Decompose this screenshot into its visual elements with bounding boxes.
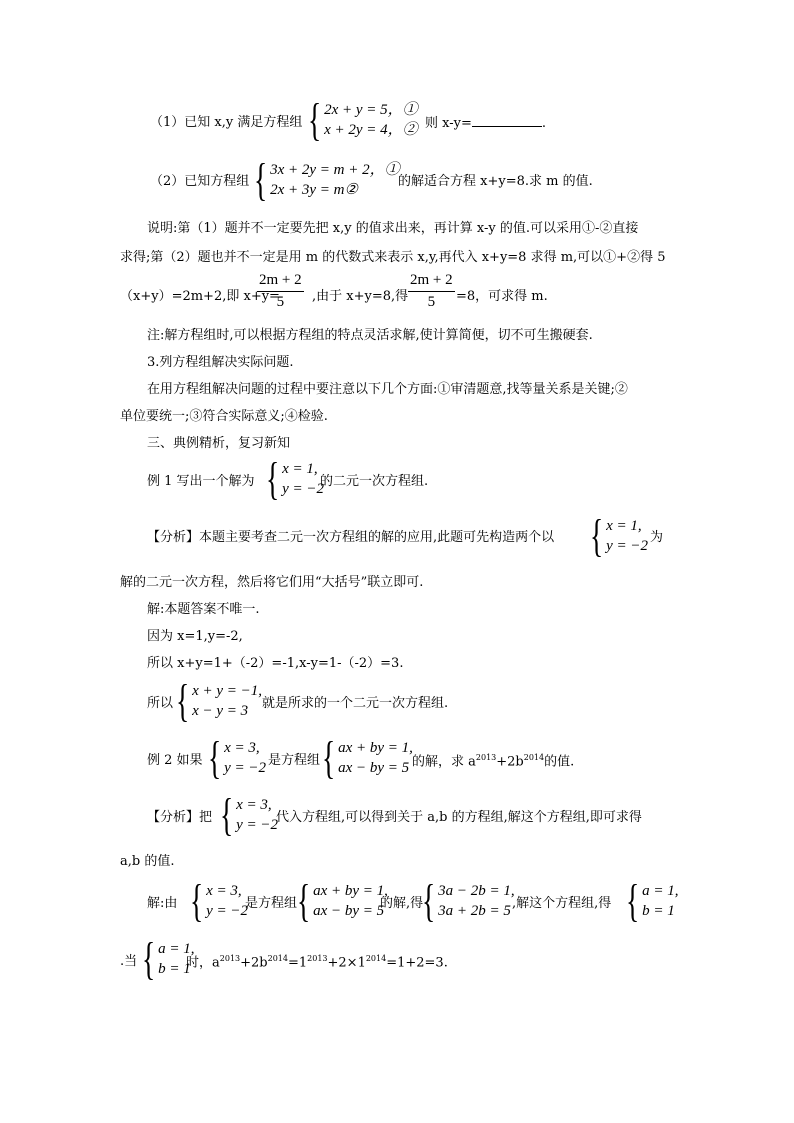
ex2-suffix: 的解，求 $a^{2013}+2b^{2014}$的值. xyxy=(412,753,575,770)
ex1-analysis-prefix: 【分析】本题主要考查二元一次方程组的解的应用,此题可先构造两个以 xyxy=(147,530,555,545)
q1-system xyxy=(308,94,418,145)
q2-eq1: 3x + 2y = m + 2，① xyxy=(270,162,400,178)
ex2-eq2: y = −2 xyxy=(206,903,248,919)
ex2-a1: a = 1, xyxy=(158,941,195,957)
ex2-eq1: x = 3, xyxy=(236,797,272,813)
brace-icon: { xyxy=(176,675,190,726)
ex2-eq1: x = 3, xyxy=(224,740,260,756)
fraction-numerator: 2m + 2 xyxy=(408,272,455,292)
brace-icon: { xyxy=(266,453,280,504)
fraction-1 xyxy=(257,272,304,311)
ex2-s1: ax + by = 1, xyxy=(313,883,388,899)
brace-icon: { xyxy=(190,875,204,926)
ex2-last-text: 时，$a^{2013}+2b^{2014}=1^{2013}+2\times 1^{2014}=1+2=3$. xyxy=(186,954,448,971)
ex2-mid: 是方程组 xyxy=(268,753,321,768)
note-line3c: =8，可求得 m. xyxy=(456,289,548,304)
ex2-sol-mid3: ,解这个方程组,得 xyxy=(512,896,612,911)
section3-line1: 在用方程组解决问题的过程中要注意以下几个方面:①审清题意,找等量关系是关键;② xyxy=(147,382,628,397)
ex2-a1: a = 1, xyxy=(642,883,679,899)
brace-icon: { xyxy=(142,933,156,984)
ex2-solution-system xyxy=(208,732,266,783)
ex2-r1: 3a − 2b = 1, xyxy=(438,883,515,899)
fraction-denominator: 5 xyxy=(427,294,436,310)
answer-blank[interactable] xyxy=(472,116,542,127)
ex2-eq1: x = 3, xyxy=(206,883,242,899)
ex1-answer-system xyxy=(176,675,263,726)
ex2-analysis-prefix: 【分析】把 xyxy=(147,810,213,825)
ex1-sol3: 所以 x+y=1+（-2）=-1,x-y=1-（-2）=3. xyxy=(147,656,404,671)
ex2-sol-system-1 xyxy=(190,875,248,926)
ex2-sol-prefix: 解:由 xyxy=(147,896,178,911)
ex2-s1: ax + by = 1, xyxy=(338,740,413,756)
ex2-analysis-suffix: 代入方程组,可以得到关于 a,b 的方程组,解这个方程组,即可求得 xyxy=(276,810,642,825)
brace-icon: { xyxy=(322,732,336,783)
brace-icon: { xyxy=(590,510,604,561)
ex1-sol1: 解:本题答案不唯一. xyxy=(147,602,260,617)
ex1-suffix: 的二元一次方程组. xyxy=(320,474,429,489)
ex2-prefix: 例 2 如果 xyxy=(147,753,203,768)
ex1-analysis-system xyxy=(590,510,648,561)
fraction-denominator: 5 xyxy=(276,294,285,310)
brace-icon: { xyxy=(254,154,268,205)
brace-icon: { xyxy=(626,875,640,926)
ex2-sol-system-2 xyxy=(297,875,388,926)
ex2-analysis-system xyxy=(220,789,278,840)
brace-icon: { xyxy=(220,789,234,840)
q1-prefix: （1）已知 x,y 满足方程组 xyxy=(150,115,303,130)
q1-suffix: 则 x-y= . xyxy=(425,116,547,131)
ex2-sol-mid2: 的解,得 xyxy=(380,896,424,911)
note-line1: 说明:第（1）题并不一定要先把 x,y 的值求出来，再计算 x-y 的值.可以采用①-②直接 xyxy=(147,221,639,236)
ex2-s2: ax − by = 5 xyxy=(338,760,410,776)
q1-eq2: x + 2y = 4，② xyxy=(324,122,418,138)
brace-icon: { xyxy=(208,732,222,783)
ex2-s2: ax − by = 5 xyxy=(313,903,385,919)
ex1-solution-system xyxy=(266,453,324,504)
fraction-2 xyxy=(408,272,455,311)
fraction-numerator: 2m + 2 xyxy=(257,272,304,292)
ex1-answer-eq2: x − y = 3 xyxy=(192,703,249,719)
ex1-eq1: x = 1, xyxy=(606,518,642,534)
section3-title: 3.列方程组解决实际问题. xyxy=(147,355,294,370)
ex1-eq1: x = 1, xyxy=(282,461,318,477)
ex2-analysis-line2: a,b 的值. xyxy=(120,854,175,869)
ex2-eq2: y = −2 xyxy=(236,817,278,833)
ex1-answer-eq1: x + y = −1, xyxy=(192,683,263,699)
tip: 注:解方程组时,可以根据方程组的特点灵活求解,使计算简便，切不可生搬硬套. xyxy=(147,328,593,343)
ex2-sol-mid: 是方程组 xyxy=(245,896,298,911)
ex1-sol2: 因为 x=1,y=-2, xyxy=(147,629,243,644)
q2-suffix: 的解适合方程 x+y=8.求 m 的值. xyxy=(398,174,593,189)
ex2-sol-system-3 xyxy=(422,875,515,926)
ex2-sol-system-4 xyxy=(626,875,679,926)
brace-icon: { xyxy=(422,875,436,926)
brace-icon: { xyxy=(308,94,322,145)
ex2-system xyxy=(322,732,413,783)
ex1-analysis-suffix: 为 xyxy=(650,530,664,545)
ex1-eq2: y = −2 xyxy=(282,481,324,497)
ex1-sol4-prefix: 所以 xyxy=(147,696,174,711)
ex1-sol4-suffix: 就是所求的一个二元一次方程组. xyxy=(262,696,449,711)
ex2-a2: b = 1 xyxy=(158,961,191,977)
ex1-analysis-line2: 解的二元一次方程，然后将它们用“大括号”联立即可. xyxy=(120,575,424,590)
note-line3b: ,由于 x+y=8,得 xyxy=(312,289,409,304)
q2-system xyxy=(254,154,400,205)
section3-line2: 单位要统一;③符合实际意义;④检验. xyxy=(120,409,328,424)
q2-eq2: 2x + 3y = m② xyxy=(270,182,358,198)
ex2-r2: 3a + 2b = 5 xyxy=(438,903,511,919)
ex1-prefix: 例 1 写出一个解为 xyxy=(147,474,255,489)
note-line3a: （x+y）=2m+2,即 x+y= xyxy=(120,289,280,304)
q2-prefix: （2）已知方程组 xyxy=(150,174,250,189)
ex2-last-prefix: .当 xyxy=(120,954,138,969)
ex2-eq2: y = −2 xyxy=(224,760,266,776)
ex1-eq2: y = −2 xyxy=(606,538,648,554)
q1-eq1: 2x + y = 5，① xyxy=(324,102,418,118)
ex2-a2: b = 1 xyxy=(642,903,675,919)
section-heading: 三、典例精析，复习新知 xyxy=(147,436,291,451)
brace-icon: { xyxy=(297,875,311,926)
note-line2: 求得;第（2）题也并不一定是用 m 的代数式来表示 x,y,再代入 x+y=8 求得 m,可以①+②得 5 xyxy=(120,250,666,265)
